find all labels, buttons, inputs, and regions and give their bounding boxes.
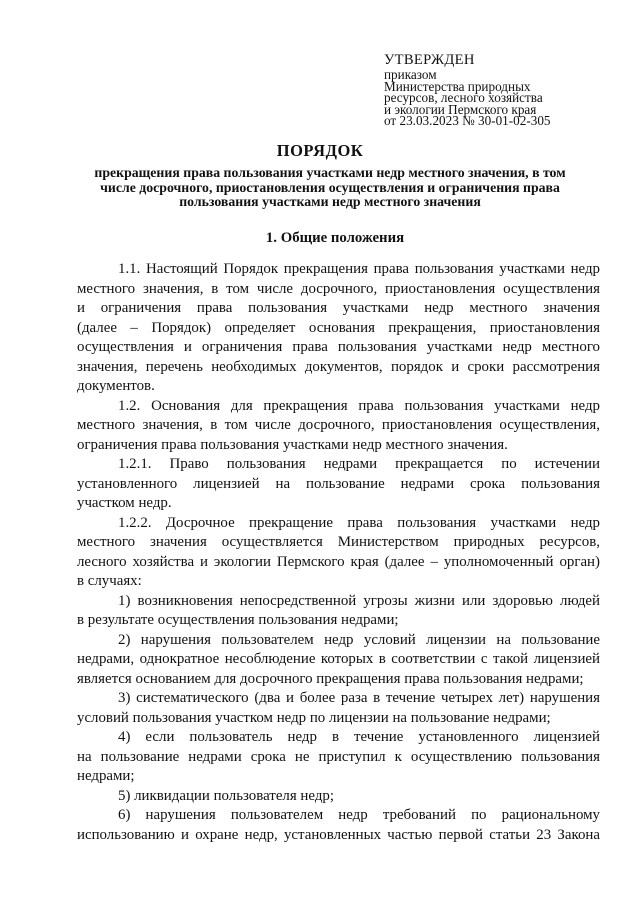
text-line: 1.1. Настоящий Порядок прекращения права пользования участками недр — [118, 261, 600, 277]
text-line: 3) систематического (два и более раза в течение четырех лет) нарушения — [118, 690, 600, 706]
text-line: местного значения, в том числе досрочного, приостановления осуществления, — [77, 417, 600, 433]
approval-line: от 23.03.2023 № 30-01-02-305 — [384, 113, 551, 129]
approval-heading: УТВЕРЖДЕН — [384, 52, 475, 68]
approval-line: приказом — [384, 67, 437, 82]
text-line: недрами, однократное несоблюдение которых в соответствии с такой лицензией — [77, 651, 600, 667]
text-line: 4) если пользователь недр в течение установленного лицензией — [118, 729, 600, 745]
text-line: 1) возникновения непосредственной угрозы жизни или здоровью людей — [118, 592, 600, 609]
text-line: местного значения осуществляется Министерством природных ресурсов, — [77, 534, 600, 550]
approval-line: ресурсов, лесного хозяйства — [384, 90, 543, 106]
approval-stamp — [384, 52, 624, 127]
text-line: 1.2.2. Досрочное прекращение права пользования участками недр — [118, 514, 600, 531]
text-line: является основанием для досрочного прекращения права пользования недрами; — [77, 670, 584, 687]
text-line: 6) нарушения пользователем недр требований по рациональному — [118, 807, 600, 823]
text-line: недрами; — [77, 768, 135, 784]
approval-line: и экологии Пермского края — [384, 101, 537, 117]
text-line: 2) нарушения пользователем недр условий лицензии на пользование — [118, 631, 600, 648]
document-body — [77, 260, 600, 845]
subtitle-line: числе досрочного, приостановления осуществления и ограничения права — [100, 179, 560, 195]
text-line: использованию и охране недр, установленных частью первой статьи 23 Закона — [77, 826, 600, 843]
text-line: значения, перечень необходимых документов, порядок и сроки рассмотрения — [77, 358, 600, 375]
document-subtitle — [70, 166, 590, 210]
text-line: установленного лицензией на пользование недрами срока пользования — [77, 475, 600, 492]
text-line: 5) ликвидации пользователя недр; — [118, 787, 334, 804]
subtitle-line: пользования участками недр местного значения — [179, 194, 481, 209]
document-title: ПОРЯДОК — [276, 141, 364, 160]
text-line: в случаях: — [77, 573, 142, 589]
approval-line: Министерства природных — [384, 78, 531, 94]
text-line: (далее – Порядок) определяет основания прекращения, приостановления — [77, 319, 600, 336]
section-heading: 1. Общие положения — [265, 230, 405, 246]
text-line: документов. — [77, 378, 155, 394]
text-line: местного значения, в том числе досрочного, приостановления осуществления — [77, 280, 600, 297]
text-line: и ограничения права пользования участками недр местного значения — [77, 300, 600, 316]
text-line: осуществления и ограничения права пользования участками недр местного — [77, 339, 600, 355]
text-line: условий пользования участком недр по лицензии на пользование недрами; — [77, 709, 551, 726]
text-line: лесного хозяйства и экологии Пермского края (далее – уполномоченный орган) — [77, 553, 600, 570]
text-line: в результате осуществления пользования недрами; — [77, 612, 399, 628]
text-line: участком недр. — [77, 495, 172, 511]
text-line: ограничения права пользования участками недр местного значения. — [77, 436, 508, 453]
text-line: 1.2. Основания для прекращения права пользования участками недр — [118, 397, 600, 414]
text-line: 1.2.1. Право пользования недрами прекращается по истечении — [118, 456, 600, 472]
subtitle-line: прекращения права пользования участками недр местного значения, в том — [94, 165, 566, 180]
text-line: на пользование недрами срока не приступил к осуществлению пользования — [77, 748, 600, 765]
